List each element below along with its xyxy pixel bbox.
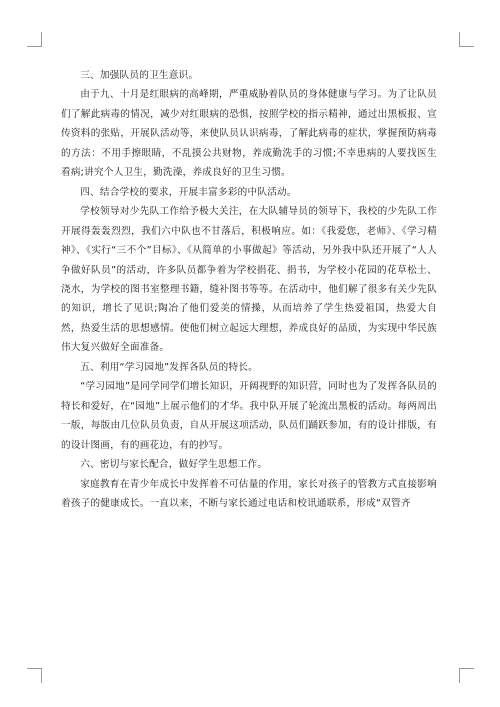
document-body [61, 66, 437, 513]
section-heading-hygiene: 三、加强队员的卫生意识。 [80, 70, 199, 81]
section-heading-parents: 六、密切与家长配合，做好学生思想工作。 [80, 459, 268, 471]
paragraph-study-garden: “学习园地”是同学同学们增长知识，开阔视野的知识营，同时也为了发挥各队员的特长和爱好，在“园地”上展示他们的才华。我中队开展了轮流出黑板的活动。每两周出一版，每版由几位队员负责，自从开展这项活动，队员们踊跃参加，有的设计排版，有的设计图画，有的画花边，有的抄写。 [61, 381, 437, 451]
paragraph-activities: 学校领导对少先队工作给予极大关注，在大队辅导员的领导下，我校的少先队工作开展得轰轰烈烈，我们六中队也不甘落后，积极响应。如：《我爱您，老师》、《学习精神》、《实行“三不个”目标》、《从简单的小事做起》等活动，另外我中队还开展了“人人争做好队员”的活动，许多队员都争着为学校捐花、捐书，为学校小花园的花草松土、浇水，为学校的图书室整理书籍，缝补图书等等。在活动中，他们解了很多有关少先队的知识，增长了见识;陶冶了他们爱美的情操，从而培养了学生热爱祖国，热爱大自然，热爱生活的思想感情。使他们树立起远大理想，养成良好的品质，为实现中华民族伟大复兴做好全面准备。 [61, 206, 437, 354]
paragraph-hygiene: 由于九、十月是红眼病的高峰期，严重威胁着队员的身体健康与学习。为了让队员们了解此病毒的情况，减少对红眼病的恐惧，按照学校的指示精神，通过出黑板报、宣传资料的张贴，开展队活动等，来使队员认识病毒，了解此病毒的症状，掌握预防病毒的方法：不用手擦眼睛，不乱摸公共财物，养成勤洗手的习惯;不幸患病的人要找医生看病;讲究个人卫生，勤洗澡，养成良好的卫生习惯。 [61, 89, 437, 179]
crop-mark-top-left [27, 32, 42, 47]
paragraph-parents: 家庭教育在青少年成长中发挥着不可估量的作用，家长对孩子的管教方式直接影响着孩子的健康成长。一直以来，不断与家长通过电话和校讯通联系，形成“双管齐 [61, 478, 437, 509]
section-heading-activities: 四、结合学校的要求，开展丰富多彩的中队活动。 [80, 186, 297, 198]
crop-mark-bottom-right [459, 668, 474, 683]
crop-mark-top-right [459, 32, 474, 47]
section-heading-study-garden: 五、利用“学习园地”发挥各队员的特长。 [80, 361, 258, 373]
crop-mark-bottom-left [27, 668, 42, 683]
